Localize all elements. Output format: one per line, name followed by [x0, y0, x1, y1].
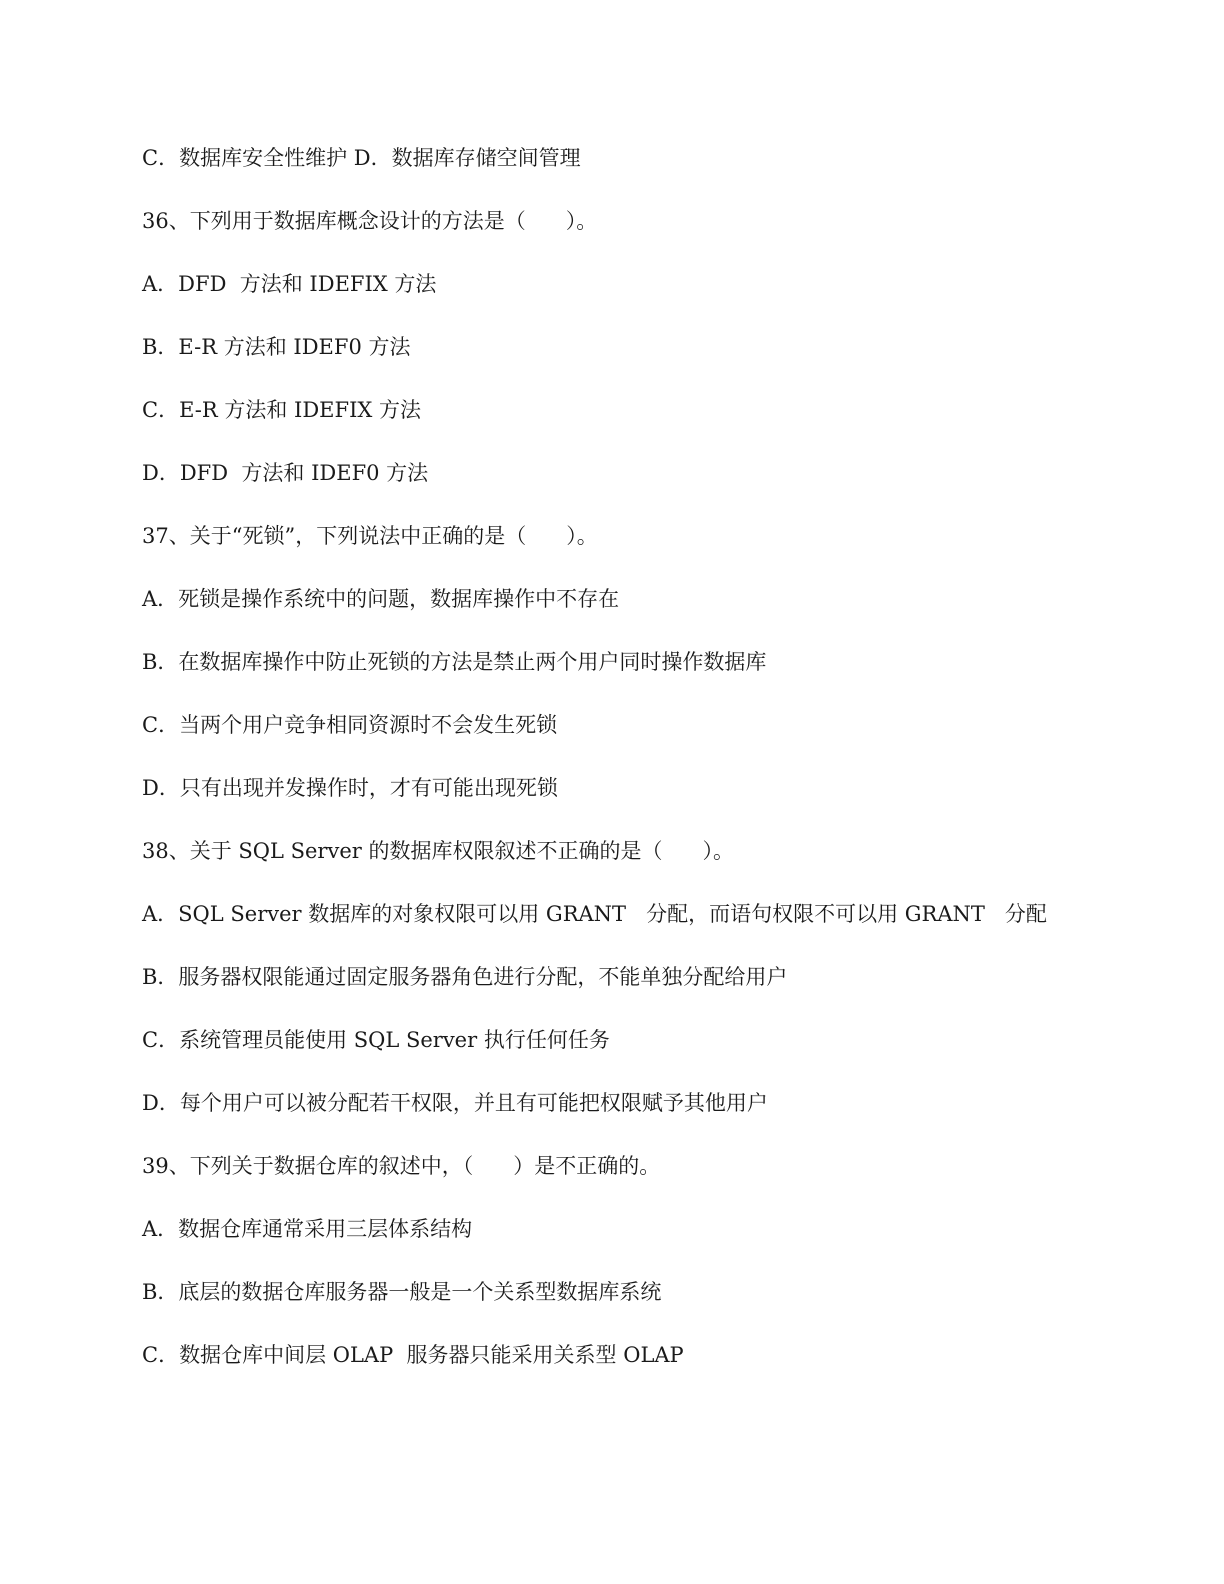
- option-38-b: B．服务器权限能通过固定服务器角色进行分配，不能单独分配给用户: [142, 965, 788, 989]
- option-36-c: C．E-R 方法和 IDEFIX 方法: [142, 398, 421, 422]
- option-37-a: A．死锁是操作系统中的问题，数据库操作中不存在: [142, 587, 620, 611]
- option-37-c: C．当两个用户竞争相同资源时不会发生死锁: [142, 713, 558, 737]
- option-39-c: C．数据仓库中间层 OLAP 服务器只能采用关系型 OLAP: [142, 1343, 684, 1367]
- option-39-a: A．数据仓库通常采用三层体系结构: [142, 1217, 473, 1241]
- option-36-d: D．DFD 方法和 IDEF0 方法: [142, 461, 429, 485]
- question-37: 37、关于“死锁”，下列说法中正确的是（ ）。: [142, 524, 598, 548]
- option-39-b: B．底层的数据仓库服务器一般是一个关系型数据库系统: [142, 1280, 662, 1304]
- option-36-b: B．E-R 方法和 IDEF0 方法: [142, 335, 411, 359]
- option-38-c: C．系统管理员能使用 SQL Server 执行任何任务: [142, 1028, 610, 1052]
- option-36-a: A．DFD 方法和 IDEFIX 方法: [142, 272, 437, 296]
- question-39: 39、下列关于数据仓库的叙述中，（ ）是不正确的。: [142, 1154, 661, 1178]
- question-38: 38、关于 SQL Server 的数据库权限叙述不正确的是（ ）。: [142, 839, 735, 863]
- option-35-c-d: C．数据库安全性维护 D．数据库存储空间管理: [142, 146, 581, 170]
- question-36: 36、下列用于数据库概念设计的方法是（ ）。: [142, 209, 598, 233]
- option-38-a: A．SQL Server 数据库的对象权限可以用 GRANT 分配，而语句权限不可以用 GRANT 分配: [142, 902, 1047, 926]
- option-38-d: D．每个用户可以被分配若干权限，并且有可能把权限赋予其他用户: [142, 1091, 768, 1115]
- option-37-b: B．在数据库操作中防止死锁的方法是禁止两个用户同时操作数据库: [142, 650, 767, 674]
- option-37-d: D．只有出现并发操作时，才有可能出现死锁: [142, 776, 558, 800]
